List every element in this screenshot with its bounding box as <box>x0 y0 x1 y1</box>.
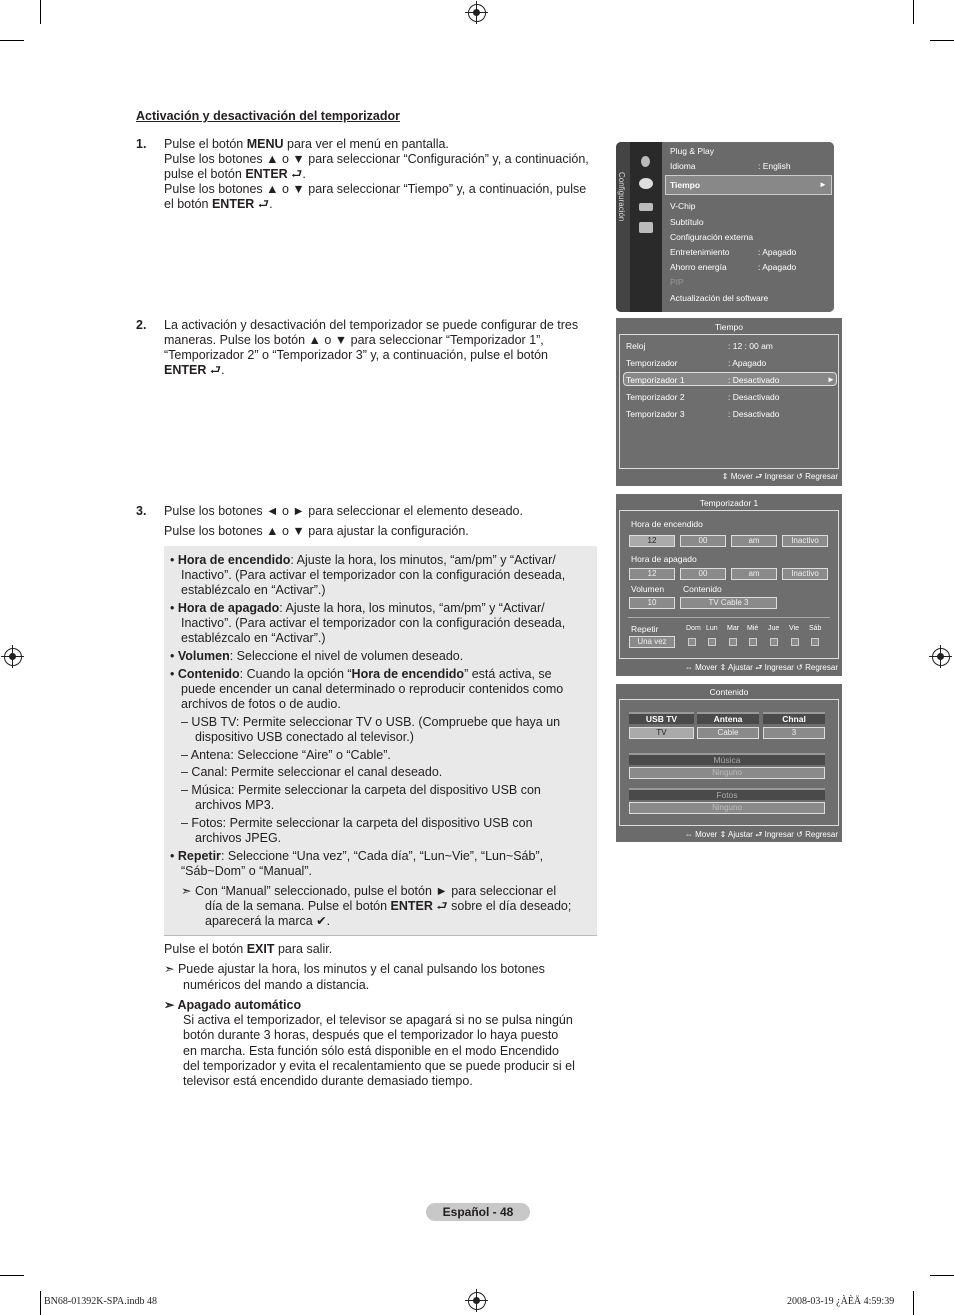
temporizador1-screen <box>616 494 842 676</box>
row-label[interactable]: Temporizador <box>626 358 678 368</box>
tip-line: numéricos del mando a distancia. <box>183 978 370 992</box>
row-value: : Desactivado <box>728 409 780 419</box>
row-label[interactable]: Temporizador 3 <box>626 409 685 419</box>
day-label: Lun <box>706 625 718 632</box>
tip-line: botón durante 3 horas, después que el temporizador lo haya puesto <box>183 1028 559 1042</box>
menu-side-label <box>616 142 630 312</box>
row-value: : Apagado <box>728 358 767 368</box>
page-number-badge: Español - 48 <box>426 1203 530 1221</box>
row-label[interactable]: Temporizador 1 <box>626 375 685 385</box>
step-text: Pulse los botones ▲ o ▼ para ajustar la configuración. <box>164 524 469 538</box>
dash-line: – Antena: Seleccione “Aire” o “Cable”. <box>181 748 391 762</box>
bullet-line: Inactivo”. (Para activar el temporizador con la configuración deseada, <box>181 616 566 630</box>
off-state-field[interactable]: Inactivo <box>782 568 828 580</box>
menu-item-selected[interactable]: Tiempo <box>670 180 701 190</box>
on-time-label: Hora de encendido <box>631 519 703 529</box>
day-checkbox[interactable] <box>749 638 757 646</box>
step-line: Pulse los botones ▲ o ▼ para seleccionar “Tiempo” y, a continuación, pulse <box>164 182 587 196</box>
tip-line: del temporizador y evita el recalentamiento que se puede producir si el <box>183 1059 575 1073</box>
day-checkbox[interactable] <box>811 638 819 646</box>
day-checkbox[interactable] <box>770 638 778 646</box>
step-line: Pulse el botón MENU para ver el menú en pantalla. <box>164 137 449 151</box>
arrow-right-icon: ► <box>827 375 835 384</box>
day-label: Mar <box>727 625 740 632</box>
divider <box>628 617 830 618</box>
crop-mark <box>0 40 24 41</box>
content-label: Contenido <box>683 584 722 594</box>
config-menu-screen <box>616 142 834 312</box>
photos-header: Fotos <box>629 788 825 800</box>
tip-line: Si activa el temporizador, el televisor se apagará si no se pulsa ningún <box>183 1013 573 1027</box>
day-label: Jue <box>768 625 780 632</box>
day-label: Sáb <box>809 625 822 632</box>
bullet-line: • Hora de encendido: Ajuste la hora, los minutos, “am/pm” y “Activar/ <box>170 553 556 567</box>
usb-tv-header: USB TV <box>629 712 694 724</box>
contenido-screen <box>616 684 842 842</box>
menu-value: : English <box>758 161 791 171</box>
off-minute-field[interactable]: 00 <box>680 568 726 580</box>
registration-mark-icon <box>4 648 22 666</box>
row-value: : 12 : 00 am <box>728 341 773 351</box>
side-label-text: Configuración <box>617 172 626 222</box>
dash-line: – USB TV: Permite seleccionar TV o USB. (Compruebe que haya un <box>181 715 561 729</box>
step-line: La activación y desactivación del temporizador se puede configurar de tres <box>164 318 579 332</box>
day-checkbox[interactable] <box>729 638 737 646</box>
section-heading: Activación y desactivación del temporizador <box>136 109 400 123</box>
menu-value: : Apagado <box>758 247 797 257</box>
registration-mark-icon <box>932 648 950 666</box>
menu-item[interactable]: Actualización del software <box>670 293 769 303</box>
chnal-header: Chnal <box>763 712 825 724</box>
bullet-line: establézcalo en “Activar”.) <box>181 631 326 645</box>
note-line: ➣ Con “Manual” seleccionado, pulse el botón ► para seleccionar el <box>181 884 557 898</box>
row-label[interactable]: Temporizador 2 <box>626 392 685 402</box>
antena-header: Antena <box>697 712 759 724</box>
step-number: 3. <box>136 504 147 518</box>
screen-title: Tiempo <box>714 322 744 332</box>
crop-mark <box>0 1275 24 1276</box>
dash-line: – Música: Permite seleccionar la carpeta del dispositivo USB con <box>181 783 541 797</box>
menu-item[interactable]: Idioma <box>670 161 696 171</box>
day-label: Vie <box>789 625 799 632</box>
dash-line: archivos JPEG. <box>195 831 282 845</box>
row-label[interactable]: Reloj <box>626 341 646 351</box>
menu-item[interactable]: Configuración externa <box>670 232 754 242</box>
crop-mark <box>930 40 954 41</box>
usb-tv-field[interactable]: TV <box>629 727 694 739</box>
bullet-line: • Contenido: Cuando la opción “Hora de encendido” está activa, se <box>170 667 552 681</box>
gear-icon <box>639 178 653 189</box>
off-time-label: Hora de apagado <box>631 554 697 564</box>
exit-text: Pulse el botón EXIT para salir. <box>164 942 333 956</box>
volume-label: Volumen <box>631 584 665 594</box>
menu-item-disabled: PIP <box>670 277 684 287</box>
details-box <box>164 546 597 936</box>
step-text: Pulse los botones ◄ o ► para seleccionar el elemento deseado. <box>164 504 523 518</box>
input-icon <box>639 222 653 233</box>
photos-field[interactable]: Ninguno <box>629 802 825 814</box>
nav-hints: ⇕ Mover ⮐ Ingresar ↺ Regresar <box>721 472 838 481</box>
note-line: día de la semana. Pulse el botón ENTER ⮐ sobre el día deseado; <box>205 899 572 913</box>
picture-icon <box>641 156 650 167</box>
dash-line: – Canal: Permite seleccionar el canal deseado. <box>181 765 443 779</box>
step-line: ENTER ⮐. <box>164 363 225 377</box>
crop-mark <box>40 1291 41 1315</box>
content-field[interactable]: TV Cable 3 <box>680 597 777 609</box>
bullet-line: puede encender un canal determinado o reproducir contenidos como <box>181 682 564 696</box>
off-hour-field[interactable]: 12 <box>629 568 675 580</box>
menu-item[interactable]: Plug & Play <box>670 146 714 156</box>
row-value: : Desactivado <box>728 392 780 402</box>
music-header: Música <box>629 753 825 765</box>
nav-hints: ⇔ Mover ⇕ Ajustar ⮐ Ingresar ↺ Regresar <box>684 663 838 672</box>
step-line: el botón ENTER ⮐. <box>164 197 273 211</box>
step-line: pulse el botón ENTER ⮐. <box>164 167 306 181</box>
dash-line: archivos MP3. <box>195 798 275 812</box>
menu-item[interactable]: Entretenimiento <box>670 247 730 257</box>
bullet-line: archivos de fotos o de audio. <box>181 697 341 711</box>
on-hour-field[interactable]: 12 <box>629 535 675 547</box>
temporizador-panel <box>619 510 839 659</box>
step-line: Pulse los botones ▲ o ▼ para seleccionar “Configuración” y, a continuación, <box>164 152 589 166</box>
tip-heading: ➣ Apagado automático <box>164 998 302 1012</box>
repeat-label: Repetir <box>631 624 659 634</box>
menu-icons <box>630 142 662 312</box>
tiempo-panel <box>619 334 839 469</box>
print-date: 2008-03-19 ¿ÀÈÄ 4:59:39 <box>787 1296 895 1307</box>
step-number: 2. <box>136 318 147 332</box>
speaker-icon <box>639 203 653 211</box>
bullet-line: establézcalo en “Activar”.) <box>181 583 326 597</box>
screen-title: Contenido <box>709 687 749 697</box>
step-line: maneras. Pulse los botón ▲ o ▼ para seleccionar “Temporizador 1”, <box>164 333 544 347</box>
registration-mark-icon <box>468 1292 486 1310</box>
bullet-line: • Volumen: Seleccione el nivel de volumen deseado. <box>170 649 464 663</box>
step-number: 1. <box>136 137 147 151</box>
note-line: aparecerá la marca ✔. <box>205 914 331 928</box>
dash-line: dispositivo USB conectado al televisor.) <box>195 730 414 744</box>
menu-item[interactable]: V-Chip <box>670 201 696 211</box>
row-value: : Desactivado <box>728 375 780 385</box>
on-ampm-field[interactable]: am <box>731 535 777 547</box>
tip-line: ➣ Puede ajustar la hora, los minutos y el canal pulsando los botones <box>164 962 545 976</box>
tip-line: televisor está encendido durante demasiado tiempo. <box>183 1074 473 1088</box>
day-checkbox[interactable] <box>688 638 696 646</box>
channel-field[interactable]: 3 <box>763 727 825 739</box>
registration-mark-icon <box>468 4 486 22</box>
day-checkbox[interactable] <box>708 638 716 646</box>
day-checkbox[interactable] <box>791 638 799 646</box>
nav-hints: ⇔ Mover ⇕ Ajustar ⮐ Ingresar ↺ Regresar <box>684 830 838 839</box>
bullet-line: • Hora de apagado: Ajuste la hora, los minutos, “am/pm” y “Activar/ <box>170 601 545 615</box>
day-label: Mié <box>747 625 759 632</box>
step-line: “Temporizador 2” o “Temporizador 3” y, a continuación, pulse el botón <box>164 348 548 362</box>
volume-field[interactable]: 10 <box>629 597 675 609</box>
menu-list <box>662 142 834 312</box>
menu-item[interactable]: Ahorro energía <box>670 262 727 272</box>
repeat-field[interactable]: Una vez <box>629 636 675 648</box>
menu-item[interactable]: Subtítulo <box>670 217 704 227</box>
tip-line: en marcha. Esta función sólo está disponible en el modo Encendido <box>183 1044 559 1058</box>
contenido-panel <box>619 699 839 826</box>
bullet-line: “Sáb~Dom” o “Manual”. <box>181 864 312 878</box>
screen-title: Temporizador 1 <box>699 498 759 508</box>
off-ampm-field[interactable]: am <box>731 568 777 580</box>
arrow-right-icon: ► <box>819 180 827 189</box>
on-minute-field[interactable]: 00 <box>680 535 726 547</box>
crop-mark <box>40 0 41 24</box>
file-info: BN68-01392K-SPA.indb 48 <box>44 1296 157 1307</box>
crop-mark <box>913 1291 914 1315</box>
crop-mark <box>930 1275 954 1276</box>
bullet-line: • Repetir: Seleccione “Una vez”, “Cada día”, “Lun~Vie”, “Lun~Sáb”, <box>170 849 544 863</box>
menu-value: : Apagado <box>758 262 797 272</box>
day-label: Dom <box>686 625 701 632</box>
dash-line: – Fotos: Permite seleccionar la carpeta del dispositivo USB con <box>181 816 533 830</box>
bullet-line: Inactivo”. (Para activar el temporizador con la configuración deseada, <box>181 568 566 582</box>
step-text <box>164 137 594 212</box>
crop-mark <box>913 0 914 24</box>
music-field[interactable]: Ninguno <box>629 767 825 779</box>
antena-field[interactable]: Cable <box>697 727 759 739</box>
tiempo-screen <box>616 318 842 486</box>
step-text <box>164 318 594 378</box>
on-state-field[interactable]: Inactivo <box>782 535 828 547</box>
